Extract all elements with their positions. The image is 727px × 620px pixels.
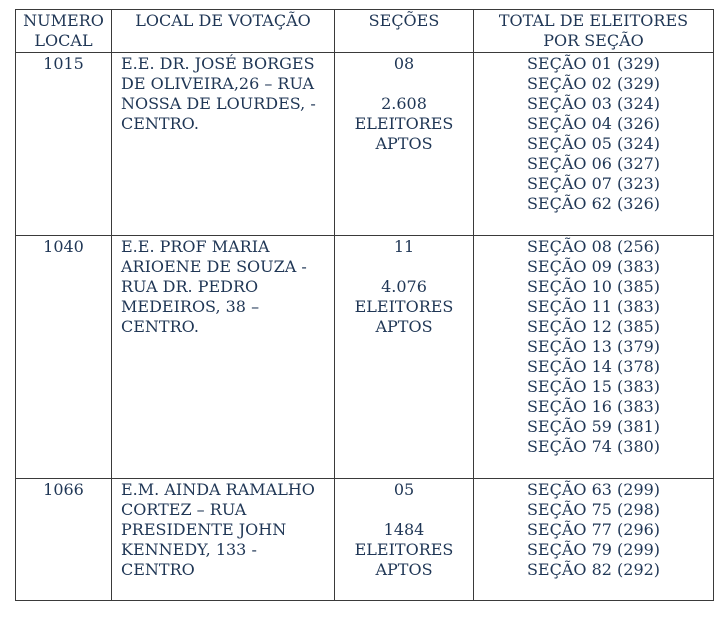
secoes-cell: [335, 53, 474, 236]
local-votacao-cell: [112, 479, 335, 601]
secao-entry: SEÇÃO 05 (324): [526, 134, 661, 153]
secao-entry: SEÇÃO 11 (383): [526, 297, 661, 316]
secao-entry: SEÇÃO 15 (383): [526, 377, 661, 396]
header-text: NUMERO: [23, 11, 104, 30]
local-votacao-line: E.E. DR. JOSÉ BORGES: [121, 54, 315, 73]
local-votacao-line: MEDEIROS, 38 –: [121, 297, 260, 316]
numero-local-cell: [16, 236, 112, 479]
voting-locations-table: [15, 9, 714, 601]
header-row: [16, 10, 714, 53]
secao-entry: SEÇÃO 74 (380): [526, 437, 661, 456]
local-votacao-line: ARIOENE DE SOUZA -: [121, 257, 307, 276]
table-row: [16, 53, 714, 236]
eleitores-aptos-line: APTOS: [375, 560, 433, 579]
secao-entry: SEÇÃO 79 (299): [526, 540, 661, 559]
spacer: [335, 74, 473, 94]
secao-entry: SEÇÃO 10 (385): [526, 277, 661, 296]
eleitores-aptos-line: APTOS: [375, 134, 433, 153]
spacer: [335, 257, 473, 277]
secao-entry: SEÇÃO 02 (329): [526, 74, 661, 93]
local-votacao-cell: [112, 53, 335, 236]
header-local-votacao: [112, 10, 335, 53]
eleitores-aptos-line: ELEITORES: [354, 114, 454, 133]
numero-local-value: 1066: [43, 480, 84, 499]
numero-local-cell: [16, 53, 112, 236]
header-text: LOCAL: [34, 31, 93, 50]
total-eleitores-cell: [474, 236, 714, 479]
local-votacao-line: CENTRO: [121, 560, 195, 579]
secao-entry: SEÇÃO 06 (327): [526, 154, 661, 173]
local-votacao-line: PRESIDENTE JOHN: [121, 520, 287, 539]
secao-entry: SEÇÃO 04 (326): [526, 114, 661, 133]
numero-local-cell: [16, 479, 112, 601]
local-votacao-line: DE OLIVEIRA,26 – RUA: [121, 74, 315, 93]
header-numero-local: [16, 10, 112, 53]
local-votacao-line: E.M. AINDA RAMALHO: [121, 480, 315, 499]
secao-entry: SEÇÃO 82 (292): [526, 560, 661, 579]
local-votacao-line: CENTRO.: [121, 114, 199, 133]
header-text: POR SEÇÃO: [543, 31, 644, 50]
eleitores-aptos-line: ELEITORES: [354, 540, 454, 559]
header-text: TOTAL DE ELEITORES: [498, 11, 689, 30]
secoes-count: 08: [393, 54, 415, 73]
header-text: LOCAL DE VOTAÇÃO: [135, 11, 311, 30]
secao-entry: SEÇÃO 09 (383): [526, 257, 661, 276]
secoes-cell: [335, 236, 474, 479]
secao-entry: SEÇÃO 16 (383): [526, 397, 661, 416]
secao-entry: SEÇÃO 59 (381): [526, 417, 661, 436]
local-votacao-line: CORTEZ – RUA: [121, 500, 247, 519]
spacer: [335, 500, 473, 520]
secao-entry: SEÇÃO 77 (296): [526, 520, 661, 539]
secao-entry: SEÇÃO 62 (326): [526, 194, 661, 213]
secao-entry: SEÇÃO 08 (256): [526, 237, 661, 256]
total-eleitores-cell: [474, 53, 714, 236]
secao-entry: SEÇÃO 12 (385): [526, 317, 661, 336]
secao-entry: SEÇÃO 14 (378): [526, 357, 661, 376]
secao-entry: SEÇÃO 75 (298): [526, 500, 661, 519]
header-total-eleitores: [474, 10, 714, 53]
local-votacao-line: RUA DR. PEDRO: [121, 277, 259, 296]
local-votacao-line: NOSSA DE LOURDES, -: [121, 94, 316, 113]
secao-entry: SEÇÃO 07 (323): [526, 174, 661, 193]
secoes-count: 11: [393, 237, 415, 256]
eleitores-aptos-line: 4.076: [381, 277, 427, 296]
numero-local-value: 1015: [43, 54, 84, 73]
local-votacao-line: KENNEDY, 133 -: [121, 540, 257, 559]
secao-entry: SEÇÃO 13 (379): [526, 337, 661, 356]
local-votacao-line: CENTRO.: [121, 317, 199, 336]
secoes-cell: [335, 479, 474, 601]
header-text: SEÇÕES: [368, 11, 440, 30]
secao-entry: SEÇÃO 01 (329): [526, 54, 661, 73]
eleitores-aptos-line: 1484: [383, 520, 425, 539]
local-votacao-cell: [112, 236, 335, 479]
secoes-count: 05: [393, 480, 415, 499]
eleitores-aptos-line: 2.608: [381, 94, 427, 113]
table-row: [16, 479, 714, 601]
header-secoes: [335, 10, 474, 53]
secao-entry: SEÇÃO 03 (324): [526, 94, 661, 113]
numero-local-value: 1040: [43, 237, 84, 256]
total-eleitores-cell: [474, 479, 714, 601]
eleitores-aptos-line: ELEITORES: [354, 297, 454, 316]
secao-entry: SEÇÃO 63 (299): [526, 480, 661, 499]
table-row: [16, 236, 714, 479]
local-votacao-line: E.E. PROF MARIA: [121, 237, 270, 256]
eleitores-aptos-line: APTOS: [375, 317, 433, 336]
